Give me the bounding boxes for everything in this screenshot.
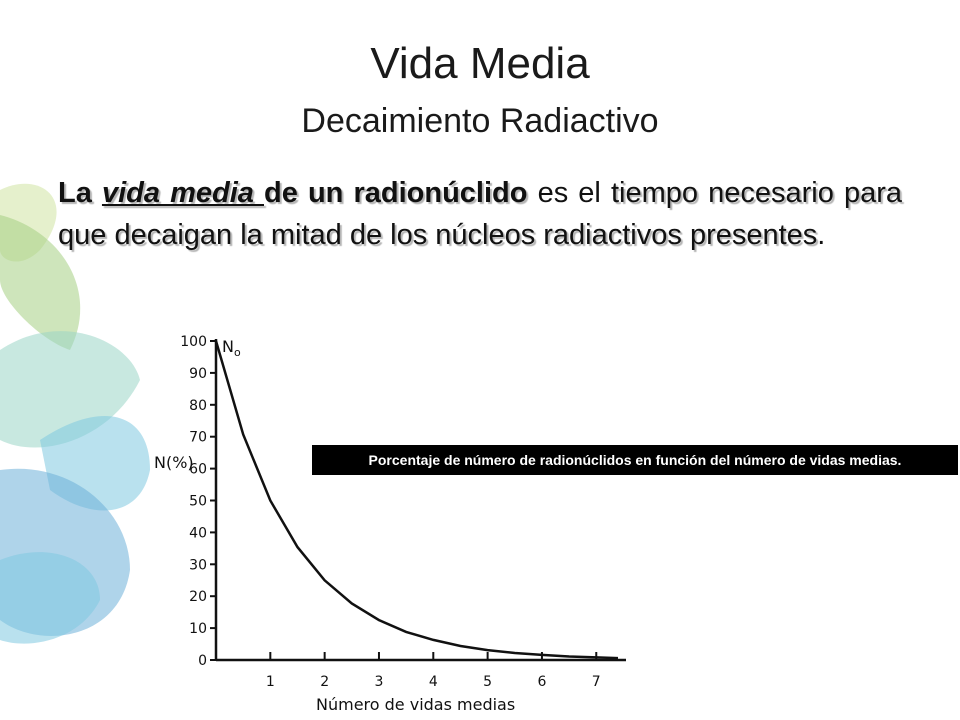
paragraph-la: La <box>58 177 102 209</box>
y-tick-label: 0 <box>198 653 207 669</box>
paragraph-term-vida-media: vida media <box>101 177 264 209</box>
y-tick-label: 10 <box>189 621 207 638</box>
definition-paragraph <box>58 172 902 256</box>
paragraph-es-el: es el <box>527 177 611 209</box>
decay-curve-series <box>216 341 618 658</box>
x-tick-label: 6 <box>537 674 547 690</box>
y-tick-label: 50 <box>189 493 207 510</box>
x-tick-label: 5 <box>483 674 493 690</box>
n0-main: N <box>222 337 234 356</box>
y-axis-ticks <box>180 334 216 669</box>
paragraph-period: . <box>817 219 826 251</box>
x-tick-label: 1 <box>265 674 275 690</box>
y-tick-label: 90 <box>189 365 207 382</box>
y-tick-label: 60 <box>189 461 207 478</box>
slide-subtitle: Decaimiento Radiactivo <box>301 102 659 140</box>
slide-title: Vida Media <box>370 39 590 88</box>
y-axis-label: N(%) <box>154 453 194 472</box>
y-tick-label: 80 <box>189 397 207 414</box>
y-tick-label: 70 <box>189 429 207 446</box>
y-tick-label: 40 <box>189 525 207 542</box>
y-tick-label: 100 <box>180 334 207 350</box>
decay-chart <box>150 322 670 717</box>
n0-annotation-label <box>222 337 241 359</box>
chart-caption: Porcentaje de número de radionúclidos en función del número de vidas medias. <box>312 445 958 475</box>
y-tick-label: 20 <box>189 589 207 606</box>
x-axis-label: Número de vidas medias <box>316 695 516 714</box>
paragraph-definition: tiempo necesario para que decaigan la mitad de los núcleos radiactivos presentes <box>58 177 902 251</box>
n0-subscript: o <box>233 346 241 359</box>
x-tick-label: 2 <box>320 674 330 690</box>
y-tick-label: 30 <box>189 557 207 574</box>
paragraph-radionuclido: de un radionúclido <box>264 177 528 209</box>
x-tick-label: 7 <box>591 674 601 690</box>
x-tick-label: 3 <box>374 674 384 690</box>
x-tick-label: 4 <box>428 674 438 690</box>
x-axis-ticks <box>266 652 601 690</box>
